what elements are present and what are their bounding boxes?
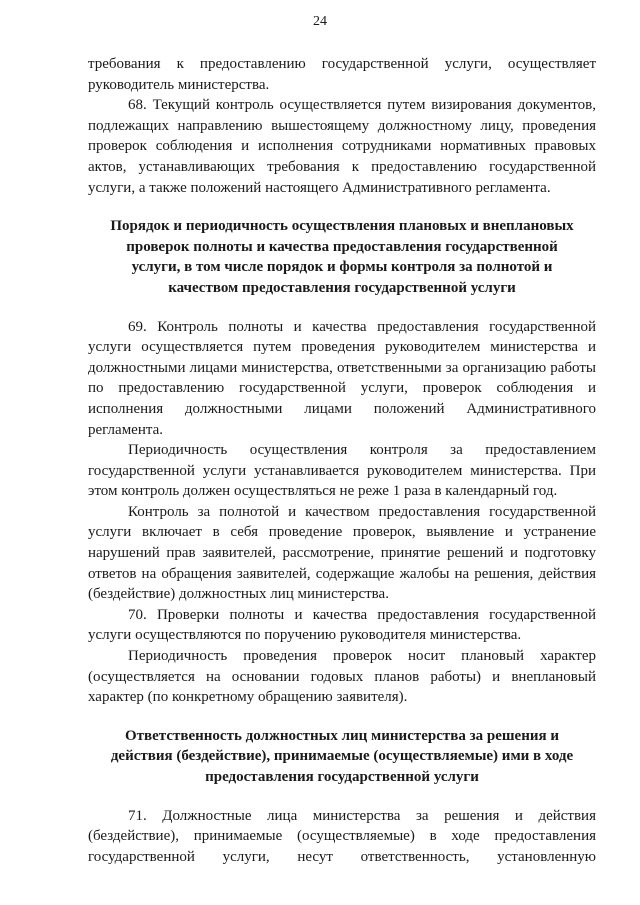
paragraph-71: 71. Должностные лица министерства за решения и действия (бездействие), принимаемые (осуществляемые) в ходе предоставления государственной услуги, несут ответственность, установленную	[88, 807, 596, 865]
paragraph-69-scope: Контроль за полнотой и качеством предоставления государственной услуги включает в себя проведение проверок, выявление и устранение нарушений прав заявителей, рассмотрение, принятие решений и подготовку ответов на обращения заявителей, содержащие жалобы на решения, действия (бездействие) должностных лиц министерства.	[88, 503, 596, 603]
page-number: 24	[313, 14, 327, 29]
paragraph-70-periodicity: Периодичность проведения проверок носит плановый характер (осуществляется на основании годовых планов работы) и внеплановый характер (по конкретному обращению заявителя).	[88, 648, 596, 706]
section-heading-inspections: Порядок и периодичность осуществления плановых и внеплановых проверок полноты и качества предоставления государственной услуги, в том числе порядок и формы контроля за полнотой и качеством предоставления государственной услуги	[110, 218, 574, 296]
paragraph-68: 68. Текущий контроль осуществляется путем визирования документов, подлежащих направлению вышестоящему должностному лицу, проведения проверок соблюдения и исполнения сотрудниками нормативных правовых актов, устанавливающих требования к предоставлению государственной услуги, а также положений настоящего Административного регламента.	[88, 97, 596, 196]
paragraph-67-continuation: требования к предоставлению государственной услуги, осуществляет руководитель министерства.	[88, 56, 596, 93]
paragraph-69-periodicity: Периодичность осуществления контроля за предоставлением государственной услуги устанавливается руководителем министерства. При этом контроль должен осуществляться не реже 1 раза в календарный год.	[88, 442, 596, 500]
document-body	[88, 54, 596, 867]
section-heading-responsibility: Ответственность должностных лиц министерства за решения и действия (бездействие), принимаемые (осуществляемые) ими в ходе предоставления государственной услуги	[110, 727, 574, 785]
paragraph-69: 69. Контроль полноты и качества предоставления государственной услуги осуществляется путем проведения руководителем министерства и должностными лицами министерства, ответственными за организацию работы по предоставлению государственной услуги, проверок соблюдения и исполнения должностными лицами положений Административного регламента.	[88, 318, 596, 438]
paragraph-70: 70. Проверки полноты и качества предоставления государственной услуги осуществляются по поручению руководителя министерства.	[88, 606, 596, 644]
